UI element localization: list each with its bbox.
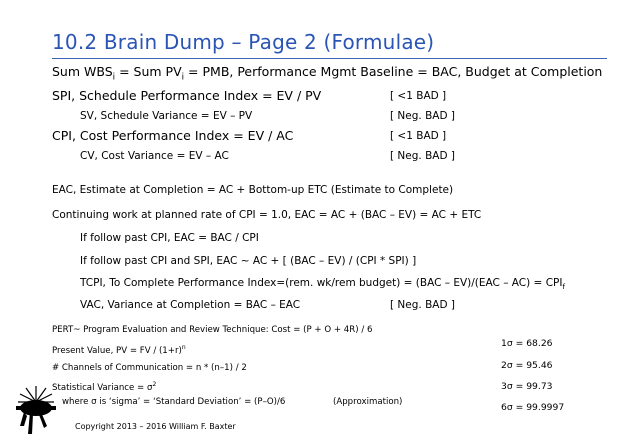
copyright-notice: Copyright 2013 – 2016 William F. Baxter — [75, 422, 236, 431]
sum-wbs-subscript-2: i — [181, 72, 185, 83]
tcpi-text: TCPI, To Complete Performance Index=(rem. wk/rem budget) = (BAC – EV)/(EAC – AC) = CPI — [80, 277, 563, 289]
eac-line: EAC, Estimate at Completion = AC + Bottom-up ETC (Estimate to Complete) — [52, 184, 454, 196]
past-cpi-spi-line: If follow past CPI and SPI, EAC ~ AC + [ (BAC – EV) / (CPI * SPI) ] — [80, 255, 417, 267]
present-value-superscript: n — [181, 344, 186, 351]
cv-line: CV, Cost Variance = EV – AC — [80, 150, 229, 162]
statistical-variance-line — [52, 381, 156, 393]
channels-line: # Channels of Communication = n * (n–1) / 2 — [52, 363, 247, 373]
page-title: 10.2 Brain Dump – Page 2 (Formulae) — [52, 30, 435, 54]
sigma-3-value: 3σ = 99.73 — [501, 381, 553, 392]
vac-line: VAC, Variance at Completion = BAC – EAC — [80, 299, 301, 311]
cpi-line: CPI, Cost Performance Index = EV / AC — [52, 128, 294, 143]
sum-wbs-subscript-1: i — [112, 72, 116, 83]
sv-line: SV, Schedule Variance = EV – PV — [80, 110, 253, 122]
sv-note: [ Neg. BAD ] — [390, 110, 455, 122]
tcpi-subscript: f — [562, 282, 566, 292]
sigma-1-value: 1σ = 68.26 — [501, 338, 553, 349]
cv-note: [ Neg. BAD ] — [390, 150, 455, 162]
present-value-line — [52, 344, 186, 356]
sum-wbs-part-c: = PMB, Performance Mgmt Baseline = BAC, Budget at Completion — [184, 64, 603, 79]
sigma-6-value: 6σ = 99.9997 — [501, 402, 565, 413]
spi-note: [ <1 BAD ] — [390, 90, 447, 102]
statistical-variance-superscript: 2 — [152, 381, 157, 388]
sum-wbs-part-a: Sum WBS — [52, 64, 113, 79]
sigma-2-value: 2σ = 95.46 — [501, 360, 553, 371]
sum-wbs-part-b: = Sum PV — [115, 64, 182, 79]
sum-wbs-line — [52, 64, 602, 83]
title-divider — [52, 58, 607, 59]
present-value-text: Present Value, PV = FV / (1+r) — [52, 345, 182, 356]
approximation-note: (Approximation) — [333, 397, 403, 407]
spi-line: SPI, Schedule Performance Index = EV / PV — [52, 88, 322, 103]
cpi-note: [ <1 BAD ] — [390, 130, 447, 142]
tcpi-line — [80, 277, 565, 291]
continuing-work-line: Continuing work at planned rate of CPI = 1.0, EAC = AC + (BAC – EV) = AC + ETC — [52, 209, 482, 221]
vac-note: [ Neg. BAD ] — [390, 299, 455, 311]
sigma-definition-line: where σ is ‘sigma’ = ‘Standard Deviation’ = (P–O)/6 — [62, 397, 286, 407]
pert-line: PERT~ Program Evaluation and Review Technique: Cost = (P + O + 4R) / 6 — [52, 325, 373, 335]
statistical-variance-text: Statistical Variance = σ — [52, 382, 153, 393]
past-cpi-line: If follow past CPI, EAC = BAC / CPI — [80, 232, 259, 244]
logo-icon — [6, 382, 56, 438]
